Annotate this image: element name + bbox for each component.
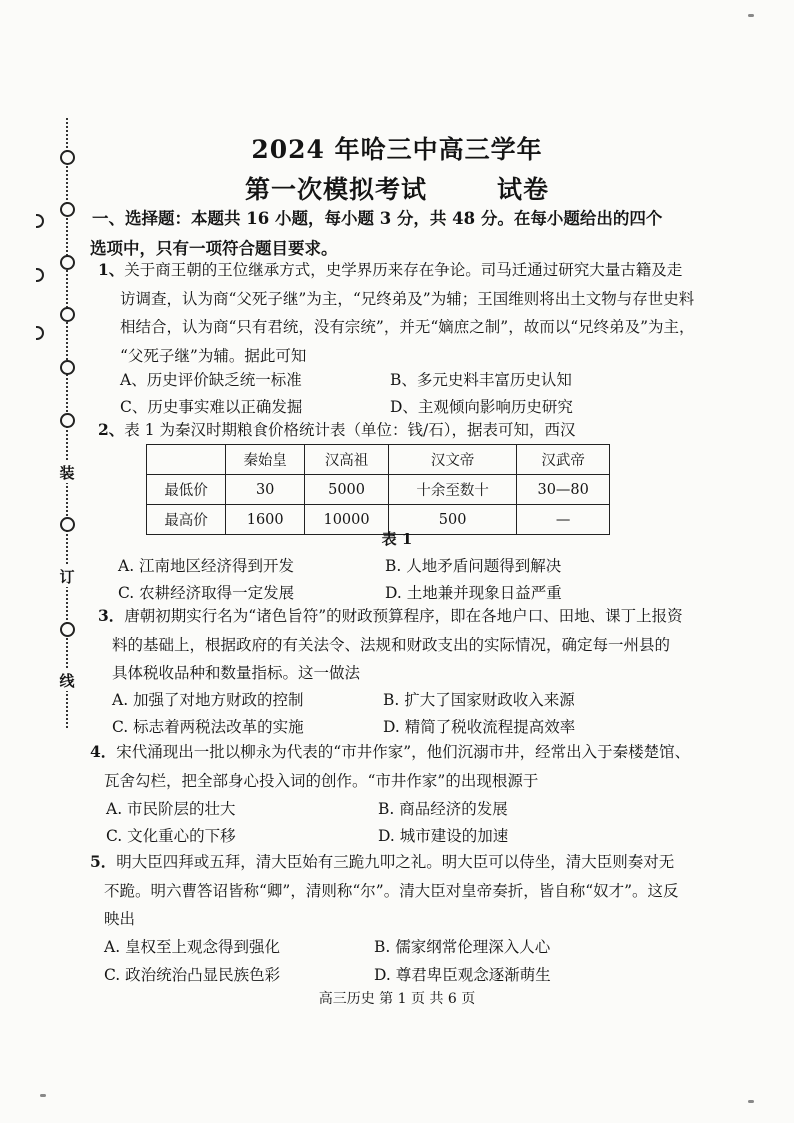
- option-c[interactable]: C. 标志着两税法改革的实施: [112, 718, 304, 736]
- question-text: 明大臣四拜或五拜，清大臣始有三跪九叩之礼。明大臣可以侍坐，清大臣则奏对无: [116, 853, 675, 871]
- question-text: 相结合，认为商“只有君统，没有宗统”，并无“嫡庶之制”，故而以“兄终弟及”为主，: [120, 318, 695, 336]
- question-text: 宋代涌现出一批以柳永为代表的“市井作家”，他们沉溺市井，经常出入于秦楼楚馆、: [116, 743, 691, 761]
- option-d[interactable]: D. 城市建设的加速: [378, 827, 509, 845]
- option-b[interactable]: B. 扩大了国家财政收入来源: [383, 691, 575, 709]
- option-b[interactable]: B、多元史料丰富历史认知: [390, 371, 572, 389]
- question-text: 访调查，认为商“父死子继”为主，“兄终弟及”为辅；王国维则将出土文物与存世史料: [120, 289, 695, 308]
- subtitle-right: 试卷: [497, 175, 550, 204]
- binding-hole: [60, 360, 75, 375]
- question-text: 具体税收品种和数量指标。这一做法: [112, 664, 361, 682]
- table-cell: 1600: [226, 505, 305, 535]
- question-text: 料的基础上，根据政府的有关法令、法规和财政支出的实际情况，确定每一州县的: [112, 635, 671, 654]
- option-b[interactable]: B. 儒家纲常伦理深入人心: [374, 938, 551, 956]
- binding-stub: [36, 214, 44, 228]
- option-c[interactable]: C、历史事实难以正确发掘: [120, 398, 303, 416]
- grain-price-table: [146, 444, 610, 535]
- option-b[interactable]: B. 人地矛盾问题得到解决: [385, 557, 562, 575]
- question-text: 映出: [104, 910, 136, 928]
- table-cell: —: [517, 505, 610, 535]
- section-heading: [92, 204, 692, 264]
- table-cell: 500: [388, 505, 516, 535]
- option-d[interactable]: D、主观倾向影响历史研究: [390, 398, 573, 416]
- binding-hole: [60, 307, 75, 322]
- question-number: 2、: [98, 420, 125, 439]
- option-c[interactable]: C. 农耕经济取得一定发展: [118, 584, 295, 602]
- subtitle-left: 第一次模拟考试: [244, 175, 427, 204]
- question-text: “父死子继”为辅。据此可知: [120, 346, 307, 365]
- question-5: [90, 848, 700, 934]
- table-header-cell: [147, 445, 226, 475]
- option-b[interactable]: B. 商品经济的发展: [378, 800, 508, 818]
- question-2: [98, 416, 698, 445]
- option-a[interactable]: A. 皇权至上观念得到强化: [104, 938, 281, 956]
- page-title: 2024 年哈三中高三学年: [251, 135, 543, 164]
- table-header-cell: 汉文帝: [388, 445, 516, 475]
- option-d[interactable]: D. 尊君卑臣观念逐渐萌生: [374, 966, 551, 984]
- question-number: 4．: [90, 742, 117, 761]
- binding-hole: [60, 255, 75, 270]
- option-d[interactable]: D. 土地兼并现象日益严重: [385, 584, 562, 602]
- table-cell: 10000: [305, 505, 389, 535]
- question-text: 唐朝初期实行名为“诸色旨符”的财政预算程序，即在各地户口、田地、课丁上报资: [124, 607, 683, 625]
- option-a[interactable]: A、历史评价缺乏统一标准: [120, 371, 302, 389]
- table-header-row: [147, 445, 610, 475]
- binding-char-xian: 线: [55, 670, 79, 691]
- question-1: [98, 256, 698, 370]
- question-3: [98, 602, 698, 688]
- scan-speck: [748, 14, 754, 17]
- scan-speck: [40, 1094, 46, 1097]
- question-4: [90, 738, 700, 795]
- binding-stub: [36, 268, 44, 282]
- option-a[interactable]: A. 江南地区经济得到开发: [118, 557, 295, 575]
- option-a[interactable]: A. 加强了对地方财政的控制: [112, 691, 304, 709]
- binding-hole: [60, 622, 75, 637]
- table-header-cell: 汉高祖: [305, 445, 389, 475]
- table-row: [147, 475, 610, 505]
- table-cell: 最高价: [147, 505, 226, 535]
- binding-char-ding: 订: [55, 566, 79, 587]
- page-footer: 高三历史 第 1 页 共 6 页: [318, 991, 476, 1007]
- question-number: 5．: [90, 852, 117, 871]
- question-text: 不跪。明六曹答诏皆称“卿”，清则称“尔”。清大臣对皇帝奏折，皆自称“奴才”。这反: [104, 881, 679, 900]
- option-d[interactable]: D. 精简了税收流程提高效率: [383, 718, 576, 736]
- question-number: 1、: [98, 260, 125, 279]
- table-header-cell: 秦始皇: [226, 445, 305, 475]
- section-heading-line: 选项中，只有一项符合题目要求。: [90, 239, 338, 258]
- table-cell: 最低价: [147, 475, 226, 505]
- option-c[interactable]: C. 文化重心的下移: [106, 827, 236, 845]
- table-cell: 30—80: [517, 475, 610, 505]
- table-cell: 5000: [305, 475, 389, 505]
- table-cell: 30: [226, 475, 305, 505]
- question-text: 瓦舍勾栏，把全部身心投入词的创作。“市井作家”的出现根源于: [104, 771, 539, 790]
- table-caption: 表 1: [381, 530, 413, 548]
- question-text: 表 1 为秦汉时期粮食价格统计表（单位：钱/石），据表可知，西汉: [124, 421, 576, 439]
- page-subtitle: [0, 170, 794, 206]
- scan-speck: [748, 1100, 754, 1103]
- option-c[interactable]: C. 政治统治凸显民族色彩: [104, 966, 281, 984]
- table-cell: 十余至数十: [388, 475, 516, 505]
- binding-char-zhuang: 装: [55, 462, 79, 483]
- question-text: 关于商王朝的王位继承方式，史学界历来存在争论。司马迁通过研究大量古籍及走: [124, 261, 683, 279]
- binding-stub: [36, 326, 44, 340]
- section-heading-line: 一、选择题：本题共 16 小题，每小题 3 分，共 48 分。在每小题给出的四个: [92, 209, 663, 228]
- table-header-cell: 汉武帝: [517, 445, 610, 475]
- question-number: 3．: [98, 606, 125, 625]
- binding-hole: [60, 413, 75, 428]
- option-a[interactable]: A. 市民阶层的壮大: [106, 800, 236, 818]
